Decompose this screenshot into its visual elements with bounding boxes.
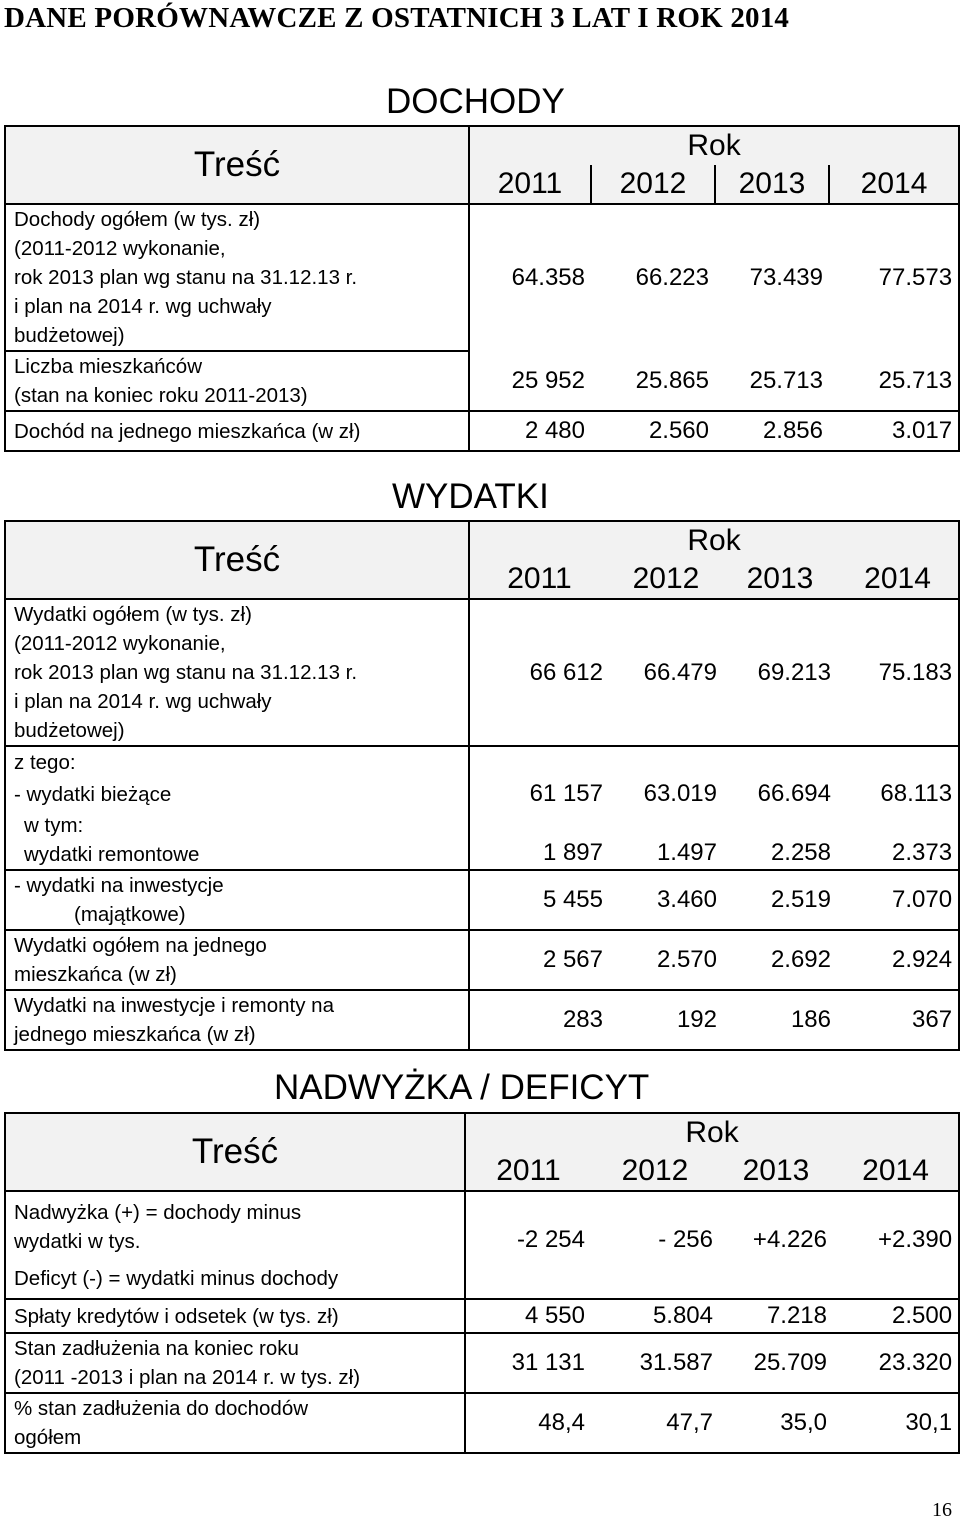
value-cell: 66.223 <box>635 264 709 291</box>
value-cell: 75.183 <box>837 599 959 746</box>
value-cell: 68.113 <box>837 778 959 810</box>
value-cell: 2 567 <box>469 930 609 990</box>
value-cell: - 256 <box>658 1226 713 1253</box>
label-line: jednego mieszkańca (w zł) <box>14 1023 256 1046</box>
value-cell: 64.358 <box>469 204 591 351</box>
nadwyzka-table <box>4 1112 960 1454</box>
value-cell: 23.320 <box>833 1333 959 1393</box>
year-header: 2011 <box>465 1152 591 1191</box>
table-row <box>5 1299 959 1333</box>
year-header: 2014 <box>833 1152 959 1191</box>
value-cell: 61 157 <box>469 778 609 810</box>
row-label: Dochód na jednego mieszkańca (w zł) <box>5 411 469 451</box>
value-cell: 2.692 <box>723 930 837 990</box>
table-row <box>5 1333 959 1393</box>
value-cell: 31 131 <box>465 1333 591 1393</box>
value-cell: -2 254 <box>465 1191 591 1299</box>
row-label <box>5 930 469 990</box>
value-cell: 25.709 <box>719 1333 833 1393</box>
table-row <box>5 411 959 451</box>
value-cell: 77.573 <box>829 204 959 351</box>
row-label <box>5 810 469 870</box>
value-cell <box>469 746 609 778</box>
year-header: 2013 <box>719 1152 833 1191</box>
table-row <box>5 990 959 1050</box>
table-row <box>5 599 959 746</box>
label-line: Nadwyżka (+) = dochody minus <box>14 1200 302 1224</box>
value-cell: 63.019 <box>643 780 717 807</box>
table-row <box>5 1393 959 1453</box>
value-cell: 66.479 <box>643 658 717 686</box>
row-label <box>5 990 469 1050</box>
label-line: (stan na koniec roku 2011-2013) <box>14 384 308 407</box>
label-line: (2011-2012 wykonanie, <box>14 237 226 260</box>
table-row <box>5 870 959 930</box>
value-cell: 2.500 <box>833 1299 959 1333</box>
table-row <box>5 746 959 778</box>
row-label <box>5 870 469 930</box>
label-line: Dochody ogółem (w tys. zł) <box>14 208 261 231</box>
label-line: Wydatki ogółem na jednego <box>14 934 267 957</box>
wydatki-table <box>4 520 960 1051</box>
value-cell: 66.694 <box>757 780 831 807</box>
year-header: 2011 <box>469 165 591 204</box>
label-line: Deficyt (-) = wydatki minus dochody <box>14 1266 339 1290</box>
label-line: (2011 -2013 i plan na 2014 r. w tys. zł) <box>14 1366 361 1389</box>
value-cell: 2 480 <box>469 411 591 451</box>
value-cell: 25.713 <box>829 351 959 411</box>
label-line: ogółem <box>14 1426 82 1449</box>
page-number: 16 <box>932 1499 952 1521</box>
label-line: Liczba mieszkańców <box>14 355 202 378</box>
value-cell: 5.804 <box>591 1299 719 1333</box>
label-line: rok 2013 plan wg stanu na 31.12.13 r. <box>14 266 358 289</box>
value-cell <box>609 746 723 778</box>
row-label <box>5 1393 465 1453</box>
table-row <box>5 930 959 990</box>
row-label: z tego: <box>5 746 469 778</box>
label-line: wydatki w tys. <box>14 1229 141 1253</box>
table-row <box>5 1191 959 1299</box>
year-header: 2013 <box>723 560 837 599</box>
value-cell: 192 <box>609 990 723 1050</box>
value-cell: 69.213 <box>757 658 831 686</box>
row-label: Spłaty kredytów i odsetek (w tys. zł) <box>5 1299 465 1333</box>
label-line: Wydatki na inwestycje i remonty na <box>14 994 334 1017</box>
dochody-heading: DOCHODY <box>386 82 565 121</box>
row-label <box>5 599 469 746</box>
table-row <box>5 204 959 351</box>
value-cell: 66 612 <box>469 599 609 746</box>
value-cell: 2.924 <box>837 930 959 990</box>
value-cell: 48,4 <box>465 1393 591 1453</box>
label-line: (majątkowe) <box>74 903 186 926</box>
label-line: budżetowej) <box>14 719 125 742</box>
value-cell <box>723 746 837 778</box>
tresc-header: Treść <box>5 1113 465 1191</box>
value-cell: 2.856 <box>715 411 829 451</box>
value-cell: 1.497 <box>656 839 717 866</box>
label-line: Stan zadłużenia na koniec roku <box>14 1337 299 1360</box>
value-cell: 47,7 <box>591 1393 719 1453</box>
page-title: DANE PORÓWNAWCZE Z OSTATNICH 3 LAT I ROK 2014 <box>4 2 790 34</box>
label-line: Wydatki ogółem (w tys. zł) <box>14 603 252 626</box>
year-header: 2012 <box>591 165 715 204</box>
value-cell: 2.373 <box>837 810 959 870</box>
label-line: w tym: <box>24 813 84 837</box>
label-line: - wydatki na inwestycje <box>14 874 224 897</box>
year-header: 2012 <box>609 560 723 599</box>
value-cell: 25.713 <box>749 366 823 394</box>
rok-header: Rok <box>469 126 959 165</box>
year-header: 2014 <box>837 560 959 599</box>
tresc-header: Treść <box>5 521 469 599</box>
row-label <box>5 204 469 351</box>
rok-header: Rok <box>465 1113 959 1152</box>
value-cell: 2.258 <box>770 839 831 866</box>
table-row <box>5 778 959 810</box>
value-cell: 5 455 <box>469 870 609 930</box>
value-cell: 31.587 <box>591 1333 719 1393</box>
row-label <box>5 1333 465 1393</box>
rok-header: Rok <box>469 521 959 560</box>
label-line: (2011-2012 wykonanie, <box>14 632 226 655</box>
label-line: mieszkańca (w zł) <box>14 963 177 986</box>
row-label <box>5 1191 465 1299</box>
label-line: i plan na 2014 r. wg uchwały <box>14 690 272 713</box>
value-cell: 367 <box>837 990 959 1050</box>
value-cell: 283 <box>469 990 609 1050</box>
value-cell: 3.017 <box>829 411 959 451</box>
dochody-table <box>4 125 960 452</box>
row-label: - wydatki bieżące <box>5 778 469 810</box>
label-line: budżetowej) <box>14 324 125 347</box>
table-row <box>5 810 959 870</box>
tresc-header: Treść <box>5 126 469 204</box>
value-cell: 186 <box>723 990 837 1050</box>
value-cell: 7.070 <box>837 870 959 930</box>
label-line: rok 2013 plan wg stanu na 31.12.13 r. <box>14 661 358 684</box>
value-cell: +2.390 <box>833 1191 959 1299</box>
value-cell: 4 550 <box>465 1299 591 1333</box>
value-cell: 25.865 <box>635 366 709 394</box>
value-cell: 7.218 <box>719 1299 833 1333</box>
label-line: % stan zadłużenia do dochodów <box>14 1397 309 1420</box>
year-header: 2013 <box>715 165 829 204</box>
value-cell <box>837 746 959 778</box>
table-row <box>5 351 959 411</box>
value-cell: 2.560 <box>591 411 715 451</box>
value-cell: 1 897 <box>469 810 609 870</box>
row-label <box>5 351 469 411</box>
value-cell: 2.519 <box>723 870 837 930</box>
value-cell: 3.460 <box>609 870 723 930</box>
value-cell: 35,0 <box>719 1393 833 1453</box>
nadwyzka-heading: NADWYŻKA / DEFICYT <box>274 1068 650 1107</box>
value-cell: 30,1 <box>833 1393 959 1453</box>
value-cell: +4.226 <box>752 1226 827 1253</box>
value-cell: 25 952 <box>469 351 591 411</box>
wydatki-heading: WYDATKI <box>392 477 549 516</box>
year-header: 2011 <box>469 560 609 599</box>
label-line: i plan na 2014 r. wg uchwały <box>14 295 272 318</box>
value-cell: 73.439 <box>749 264 823 291</box>
value-cell: 2.570 <box>609 930 723 990</box>
year-header: 2014 <box>829 165 959 204</box>
year-header: 2012 <box>591 1152 719 1191</box>
label-line: wydatki remontowe <box>24 842 200 866</box>
